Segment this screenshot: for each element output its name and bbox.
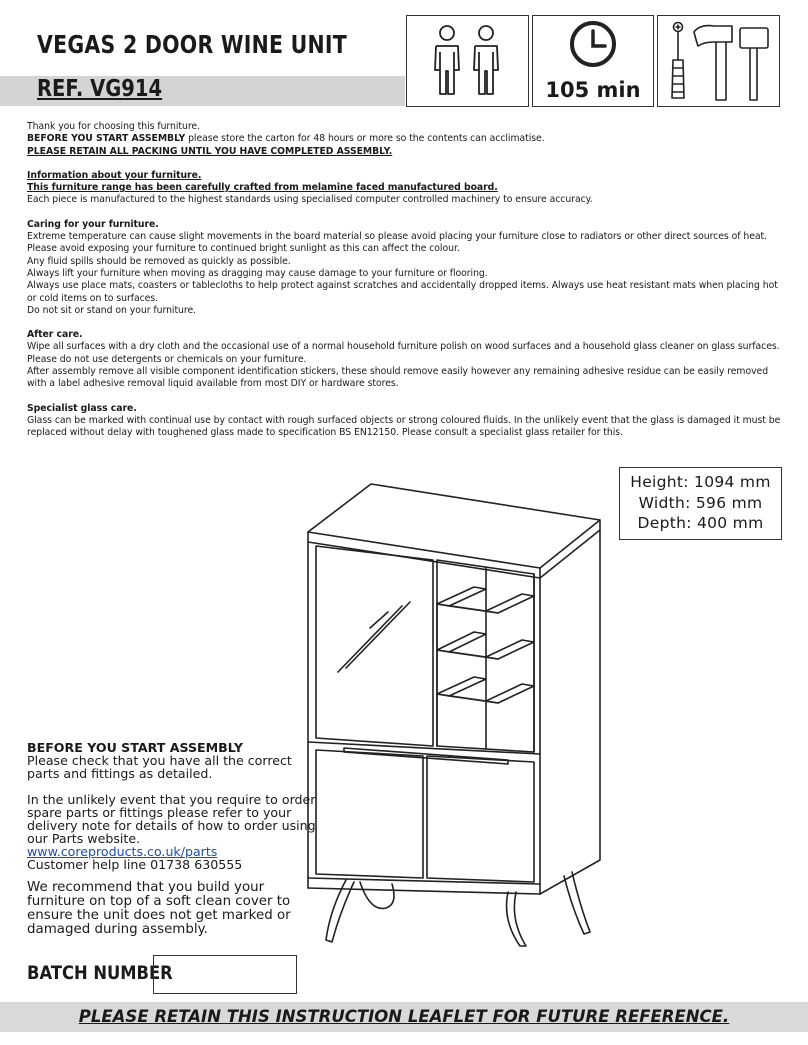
glass-text: Glass can be marked with continual use by contact with rough surfaced objects or strong coloured fluids. In the unlikely event that the glass is damaged it must be replaced without delay with toughened glass made to specification BS EN12150. Please consult a specialist glass retailer for this. [27,414,781,439]
assembly-check: Please check that you have all the correct parts and fittings as detailed. [27,753,292,781]
caring-line: Always use place mats, coasters or tablecloths to help protect against scratches and accidentally dropped items. Always use heat resistant mats when placing hot or cold items on to surfaces. [27,280,778,304]
document-title: VEGAS 2 DOOR WINE UNIT [37,30,348,59]
assembly-heading: BEFORE YOU START ASSEMBLY [27,740,243,755]
caring-heading: Caring for your furniture. [27,218,159,230]
caring-line: Any fluid spills should be removed as quickly as possible. [27,255,291,267]
aftercare-line: Please do not use detergents or chemicals on your furniture. [27,353,307,365]
caring-line: Always lift your furniture when moving as dragging may cause damage to your furniture or flooring. [27,267,488,279]
assembly-recommendation: We recommend that you build your furniture on top of a soft clean cover to ensure the unit does not get marked or damaged during assembly. [27,880,291,937]
tools-icon [658,16,781,108]
info-crafted: This furniture range has been carefully crafted from melamine faced manufactured board. [27,182,498,194]
glass-heading: Specialist glass care. [27,402,137,414]
before-bold: BEFORE YOU START ASSEMBLY [27,133,186,145]
wine-unit-illustration [296,480,616,950]
aftercare-line: Wipe all surfaces with a dry cloth and the occasional use of a normal household furniture polish on wood surfaces and a household glass cleaner on glass surfaces. [27,341,780,353]
customer-helpline: Customer help line 01738 630555 [27,857,243,872]
care-instructions [27,121,787,440]
caring-line: Extreme temperature can cause slight movements in the board material so please avoid placing your furniture close to radiators or other direct sources of heat. [27,231,768,243]
dimensions-box [619,467,782,540]
two-people-icon [407,16,530,108]
intro-retain: PLEASE RETAIN ALL PACKING UNTIL YOU HAVE COMPLETED ASSEMBLY. [27,145,393,157]
caring-line: Do not sit or stand on your furniture. [27,304,197,316]
dimension-width: Width: 596 mm [638,493,763,512]
intro-before [27,133,787,145]
before-rest: please store the carton for 48 hours or more so the contents can acclimatise. [185,133,545,145]
aftercare-line: After assembly remove all visible component identification stickers, these should remove easily however any remaining adhesive residue can be easily removed with a label adhesive removal liquid available from most DIY or hardware stores. [27,366,769,390]
info-manufactured: Each piece is manufactured to the highest standards using specialised computer controlled machinery to ensure accuracy. [27,194,593,206]
tools-box [657,15,780,107]
aftercare-heading: After care. [27,329,83,341]
reference-code: REF. VG914 [37,76,163,102]
dimension-depth: Depth: 400 mm [637,514,764,532]
two-people-box [406,15,529,107]
assembly-spares: In the unlikely event that you require to order spare parts or fittings please refer to your delivery note for details of how to order using our Parts website. [27,792,316,846]
intro-thanks: Thank you for choosing this furniture. [27,121,200,132]
parts-website-link[interactable]: www.coreproducts.co.uk/parts [27,844,218,859]
assembly-notes [27,741,317,937]
assembly-time-box [532,15,654,107]
caring-line: Please avoid exposing your furniture to continued bright sunlight as this can affect the colour. [27,243,460,255]
footer-notice: PLEASE RETAIN THIS INSTRUCTION LEAFLET FOR FUTURE REFERENCE. [78,1007,730,1026]
batch-number-field[interactable] [153,955,297,994]
assembly-time: 105 min [545,78,641,102]
info-heading: Information about your furniture. [27,169,202,181]
dimension-height: Height: 1094 mm [630,473,771,491]
batch-number-label: BATCH NUMBER [27,962,173,984]
